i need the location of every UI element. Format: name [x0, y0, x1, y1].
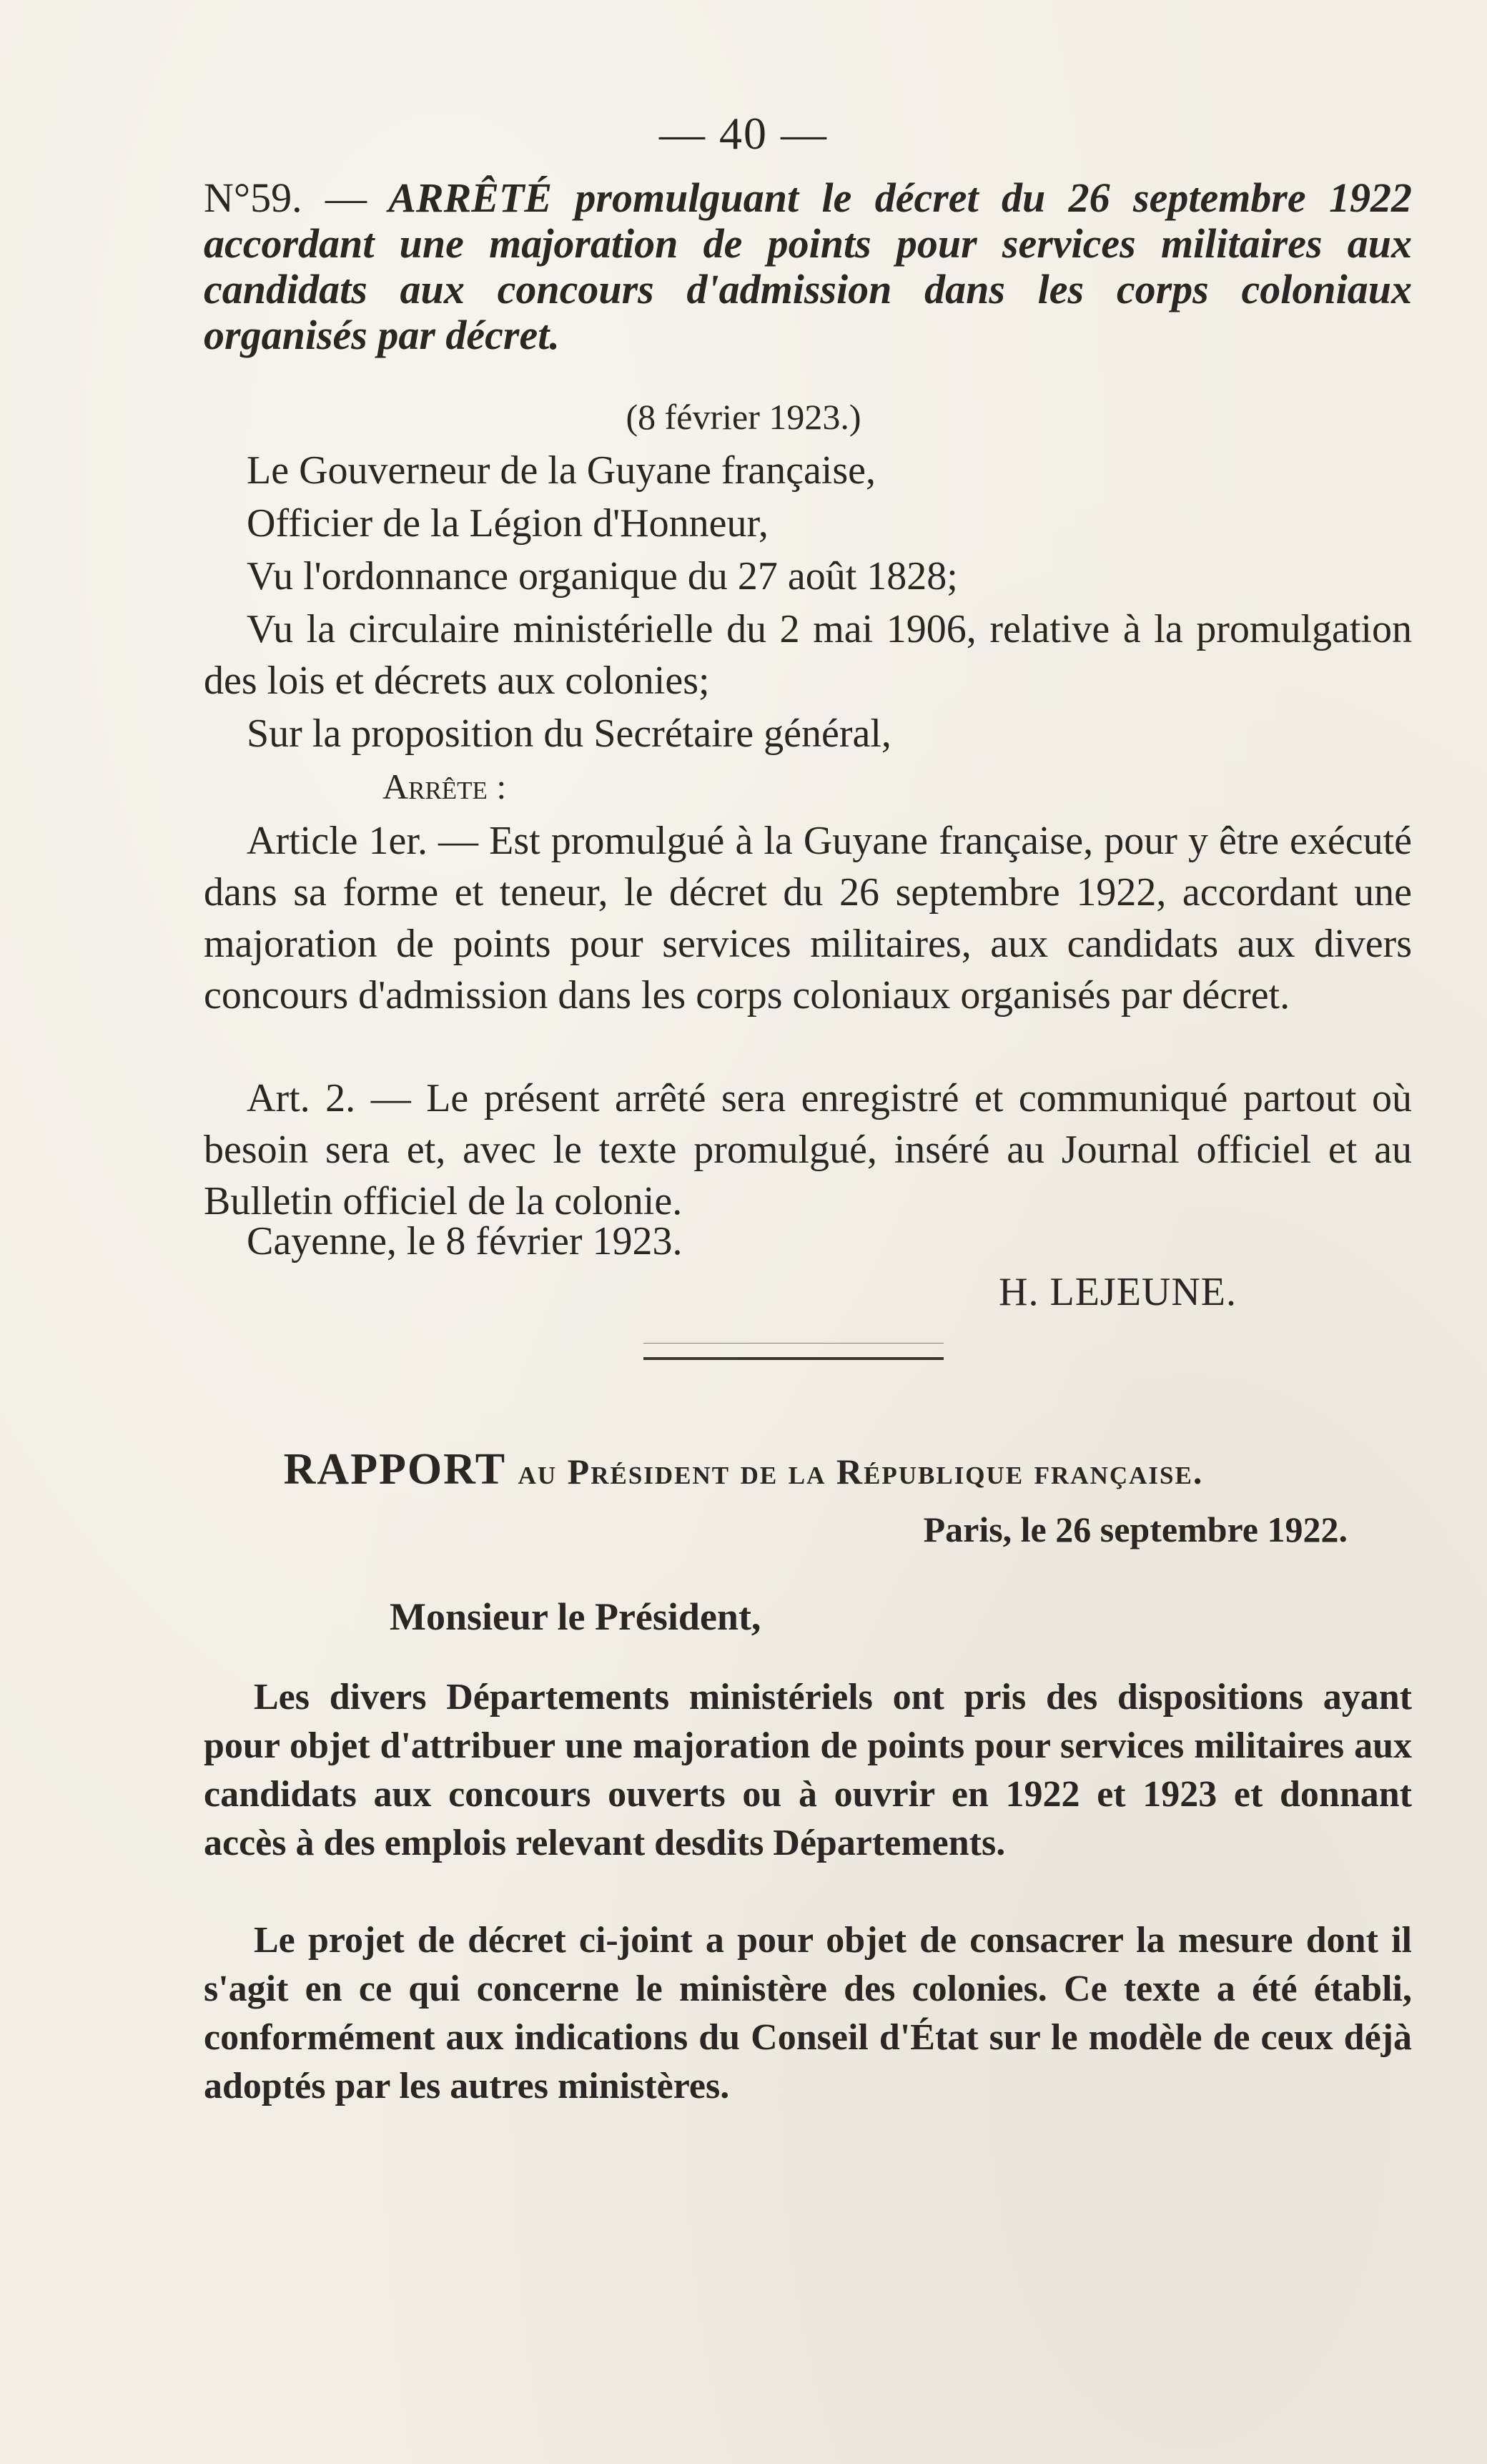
proposition-line: Sur la proposition du Secrétaire général, [247, 711, 891, 756]
arrete-date: (8 février 1923.) [626, 397, 861, 437]
rapport-title-rest: au Président de la République française. [518, 1452, 1204, 1492]
vu-circulaire-para: Vu la circulaire ministérielle du 2 mai 1906, relative à la promulgation des lois et décrets aux colonies; [204, 607, 1412, 703]
rapport-title-main: RAPPORT [283, 1445, 507, 1494]
arrete-label: Arrête : [382, 767, 507, 807]
gouverneur-line: Le Gouverneur de la Guyane française, [247, 448, 876, 493]
rapport-date: Paris, le 26 septembre 1922. [923, 1509, 1348, 1549]
rapport-title [0, 1444, 1487, 1495]
vu-ordonnance-line: Vu l'ordonnance organique du 27 août 1828; [247, 554, 958, 598]
article-1: Article 1er. — Est promulgué à la Guyane française, pour y être exécuté dans sa forme et teneur, le décret du 26 septembre 1922, accordant une majoration de points pour services militaires, aux candidats aux divers concours d'admission dans les corps coloniaux organisés par décret. [204, 819, 1412, 1017]
rapport-paragraph-2: Le projet de décret ci-joint a pour objet de consacrer la mesure dont il s'agit en ce qui concerne le ministère des colonies. Ce texte a été établi, conformément aux indications du Conseil d'État sur le modèle de ceux déjà adoptés par les autres ministères. [204, 1920, 1412, 2106]
salutation: Monsieur le Président, [390, 1595, 761, 1638]
separator-rule [643, 1357, 944, 1360]
signature: H. LEJEUNE. [999, 1270, 1237, 1314]
page-number: — 40 — [659, 108, 828, 159]
officier-line: Officier de la Légion d'Honneur, [247, 501, 769, 546]
place-date-line: Cayenne, le 8 février 1923. [247, 1219, 683, 1263]
separator-thin-rule [643, 1343, 944, 1344]
arrete-heading [204, 175, 1412, 358]
rapport-paragraph-1: Les divers Départements ministériels ont pris des dispositions ayant pour objet d'attribuer une majoration de points pour services militaires aux candidats aux concours ouverts ou à ouvrir en 1922 et 1923 et donnant accès à des emplois relevant desdits Départements. [204, 1677, 1412, 1863]
arrete-number: N°59. — [204, 174, 367, 221]
arrete-title: ARRÊTÉ promulguant le décret du 26 septembre 1922 accordant une majoration de points pour services militaires aux candidats aux concours d'admission dans les corps coloniaux organisés par décret. [204, 174, 1412, 358]
article-2: Art. 2. — Le présent arrêté sera enregistré et communiqué partout où besoin sera et, avec le texte promulgué, inséré au Journal officiel et au Bulletin officiel de la colonie. [204, 1076, 1412, 1223]
